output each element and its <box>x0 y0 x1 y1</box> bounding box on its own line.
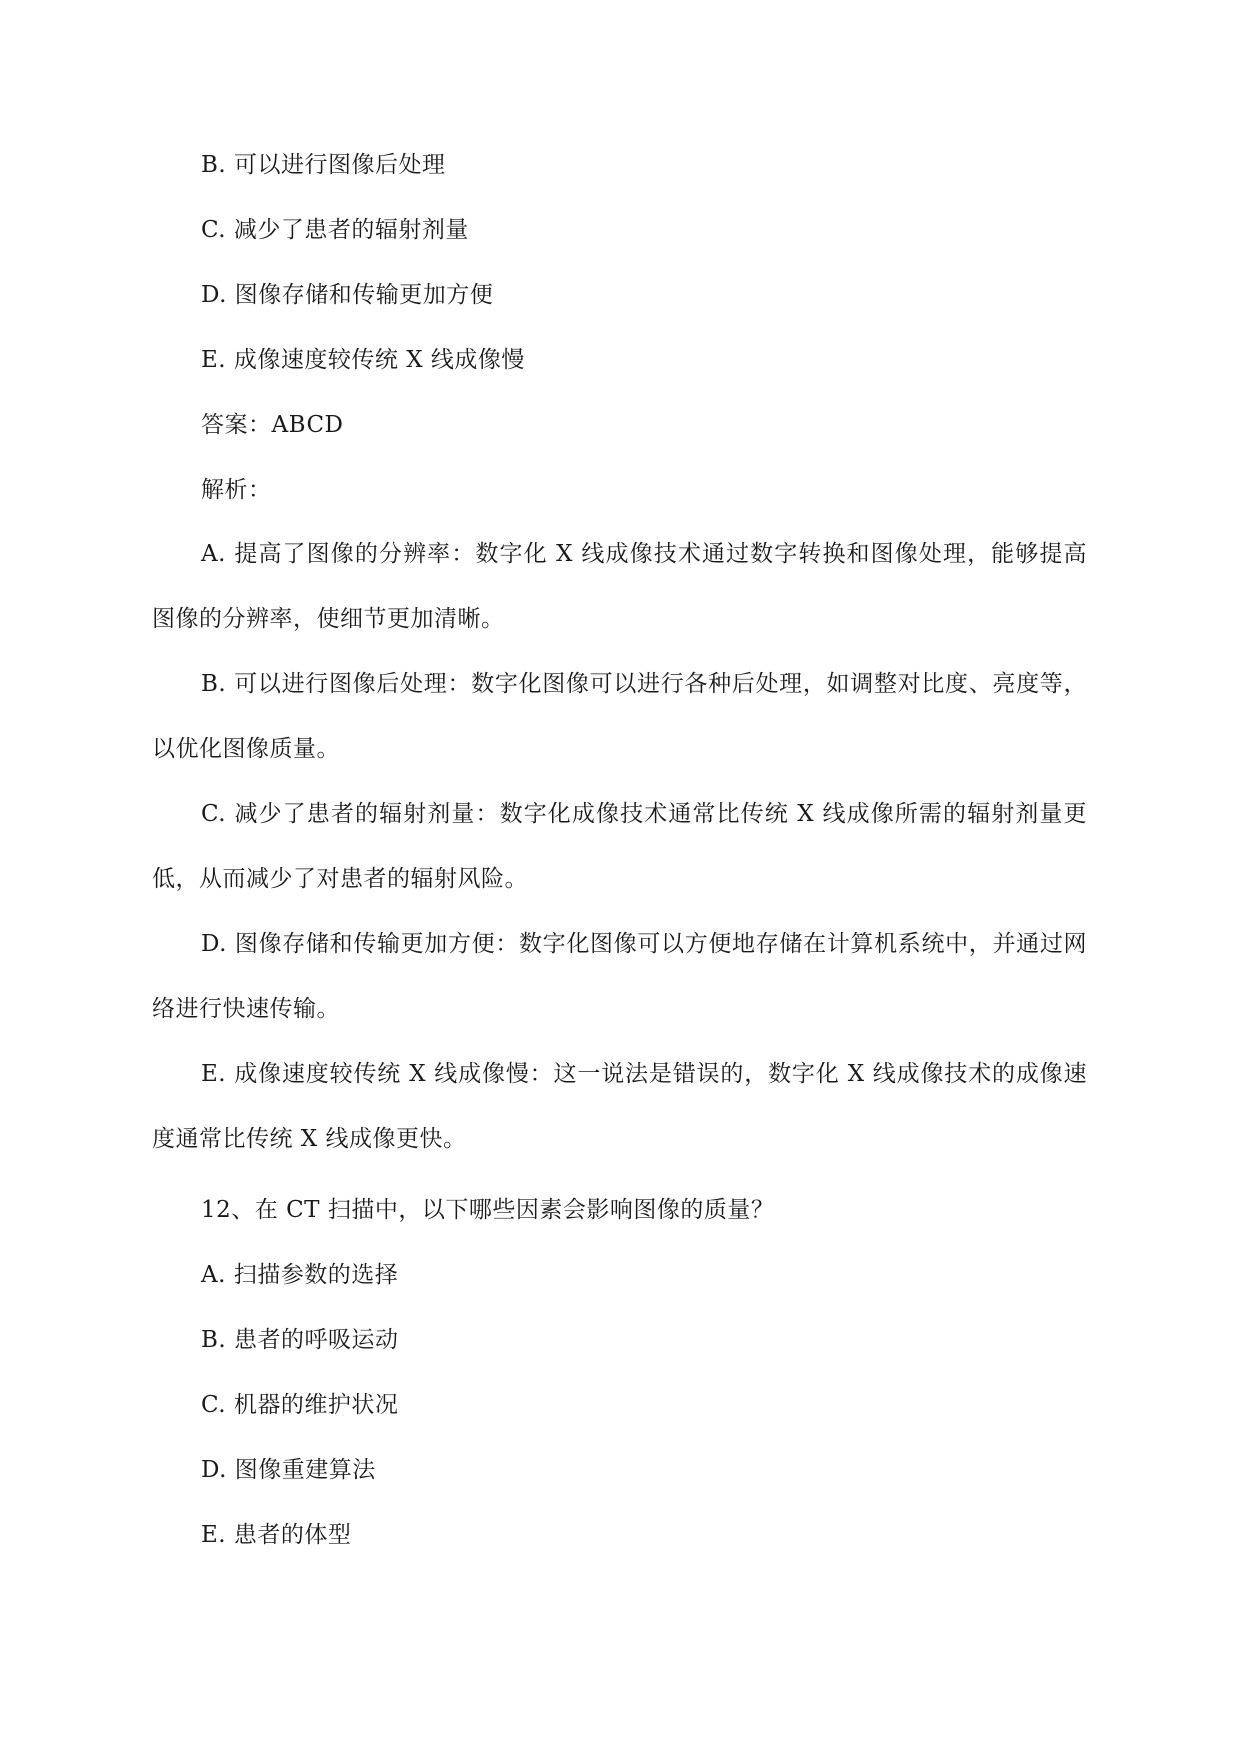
q12-option-e: E. 患者的体型 <box>201 1522 352 1548</box>
analysis-item-a: A. 提高了图像的分辨率：数字化 X 线成像技术通过数字转换和图像处理，能够提高图像的分辨率，使细节更加清晰。 <box>152 541 1087 632</box>
option-c: C. 减少了患者的辐射剂量 <box>201 217 469 243</box>
option-d: D. 图像存储和传输更加方便 <box>201 282 494 308</box>
option-b: B. 可以进行图像后处理 <box>201 152 446 178</box>
analysis-label: 解析： <box>201 477 272 503</box>
analysis-item-b: B. 可以进行图像后处理：数字化图像可以进行各种后处理，如调整对比度、亮度等，以优化图像质量。 <box>152 671 1087 762</box>
question-12: 12、在 CT 扫描中，以下哪些因素会影响图像的质量？ <box>201 1197 775 1223</box>
option-e: E. 成像速度较传统 X 线成像慢 <box>201 347 525 373</box>
q12-option-b: B. 患者的呼吸运动 <box>201 1327 399 1353</box>
q12-option-c: C. 机器的维护状况 <box>201 1392 399 1418</box>
q12-option-d: D. 图像重建算法 <box>201 1457 376 1483</box>
analysis-item-c: C. 减少了患者的辐射剂量：数字化成像技术通常比传统 X 线成像所需的辐射剂量更低，从而减少了对患者的辐射风险。 <box>152 801 1087 892</box>
q12-option-a: A. 扫描参数的选择 <box>201 1262 399 1288</box>
analysis-item-d: D. 图像存储和传输更加方便：数字化图像可以方便地存储在计算机系统中，并通过网络进行快速传输。 <box>152 931 1087 1022</box>
analysis-item-e: E. 成像速度较传统 X 线成像慢：这一说法是错误的，数字化 X 线成像技术的成像速度通常比传统 X 线成像更快。 <box>152 1061 1087 1152</box>
answer-line: 答案：ABCD <box>201 412 344 438</box>
